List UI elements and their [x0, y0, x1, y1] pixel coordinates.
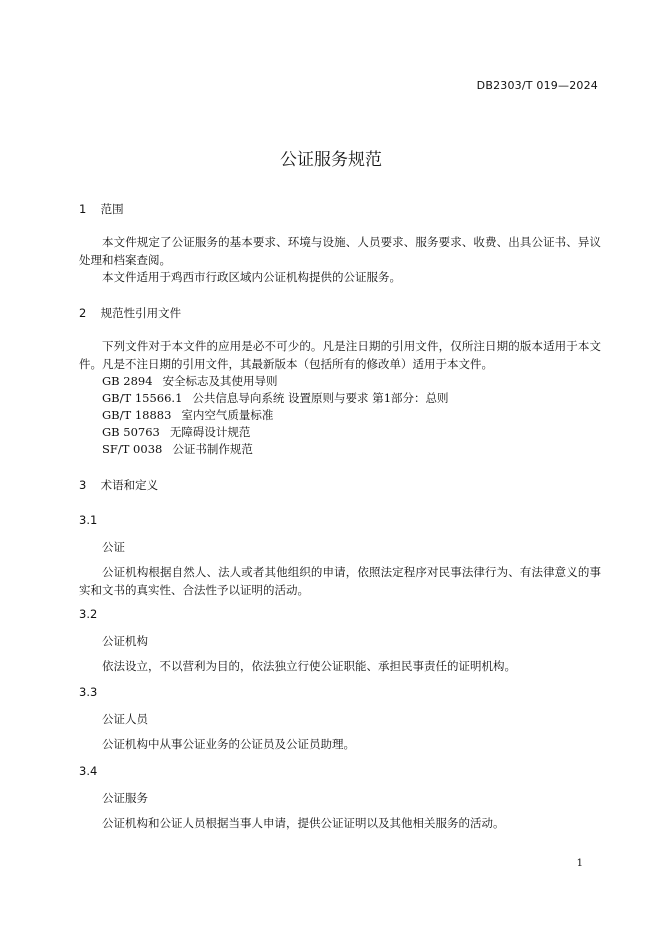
term-definition: 公证机构根据自然人、法人或者其他组织的申请，依照法定程序对民事法律行为、有法律意义的事实和文书的真实性、合法性予以证明的活动。	[79, 565, 601, 597]
reference-title: 公共信息导向系统 设置原则与要求 第1部分：总则	[192, 391, 449, 405]
reference-code: GB 2894	[102, 374, 153, 388]
reference-title: 室内空气质量标准	[181, 408, 274, 422]
reference-code: SF/T 0038	[102, 442, 163, 456]
reference-title: 公证书制作规范	[172, 442, 253, 456]
section-1-heading	[79, 201, 124, 217]
reference-code: GB/T 15566.1	[102, 391, 183, 405]
reference-title: 安全标志及其使用导则	[162, 374, 278, 388]
reference-title: 无障碍设计规范	[169, 425, 251, 439]
term-name: 公证机构	[102, 634, 148, 648]
scope-paragraph-1: 本文件规定了公证服务的基本要求、环境与设施、人员要求、服务要求、收费、出具公证书、异议处理和档案查阅。	[79, 235, 601, 267]
reference-item	[102, 389, 449, 407]
page-number: 1	[576, 858, 583, 869]
term-number: 3.3	[79, 685, 98, 699]
term-number: 3.4	[79, 764, 98, 778]
scope-paragraph-2: 本文件适用于鸡西市行政区域内公证机构提供的公证服务。	[102, 270, 401, 284]
section-number: 3	[79, 478, 87, 492]
section-title: 术语和定义	[100, 478, 159, 492]
reference-item	[102, 440, 253, 458]
term-number: 3.1	[79, 513, 98, 527]
reference-item	[102, 423, 250, 441]
document-title: 公证服务规范	[280, 150, 382, 170]
reference-code: GB/T 18883	[102, 408, 172, 422]
section-number: 1	[79, 202, 87, 216]
reference-item	[102, 406, 273, 424]
reference-item	[102, 372, 278, 390]
term-name: 公证服务	[102, 791, 148, 805]
term-definition: 公证机构和公证人员根据当事人申请，提供公证证明以及其他相关服务的活动。	[102, 816, 505, 830]
standard-code: DB2303/T 019—2024	[476, 79, 598, 92]
section-number: 2	[79, 306, 87, 320]
reference-code: GB 50763	[102, 425, 160, 439]
section-title: 范围	[100, 202, 124, 216]
term-name: 公证	[102, 540, 125, 554]
section-3-heading	[79, 477, 158, 493]
term-definition: 公证机构中从事公证业务的公证员及公证员助理。	[102, 737, 355, 751]
references-intro-paragraph: 下列文件对于本文件的应用是必不可少的。凡是注日期的引用文件，仅所注日期的版本适用于本文件。凡是不注日期的引用文件，其最新版本（包括所有的修改单）适用于本文件。	[79, 339, 601, 371]
section-2-heading	[79, 305, 181, 321]
term-definition: 依法设立，不以营利为目的，依法独立行使公证职能、承担民事责任的证明机构。	[102, 659, 516, 673]
term-number: 3.2	[79, 607, 98, 621]
term-name: 公证人员	[102, 712, 148, 726]
section-title: 规范性引用文件	[100, 306, 182, 320]
